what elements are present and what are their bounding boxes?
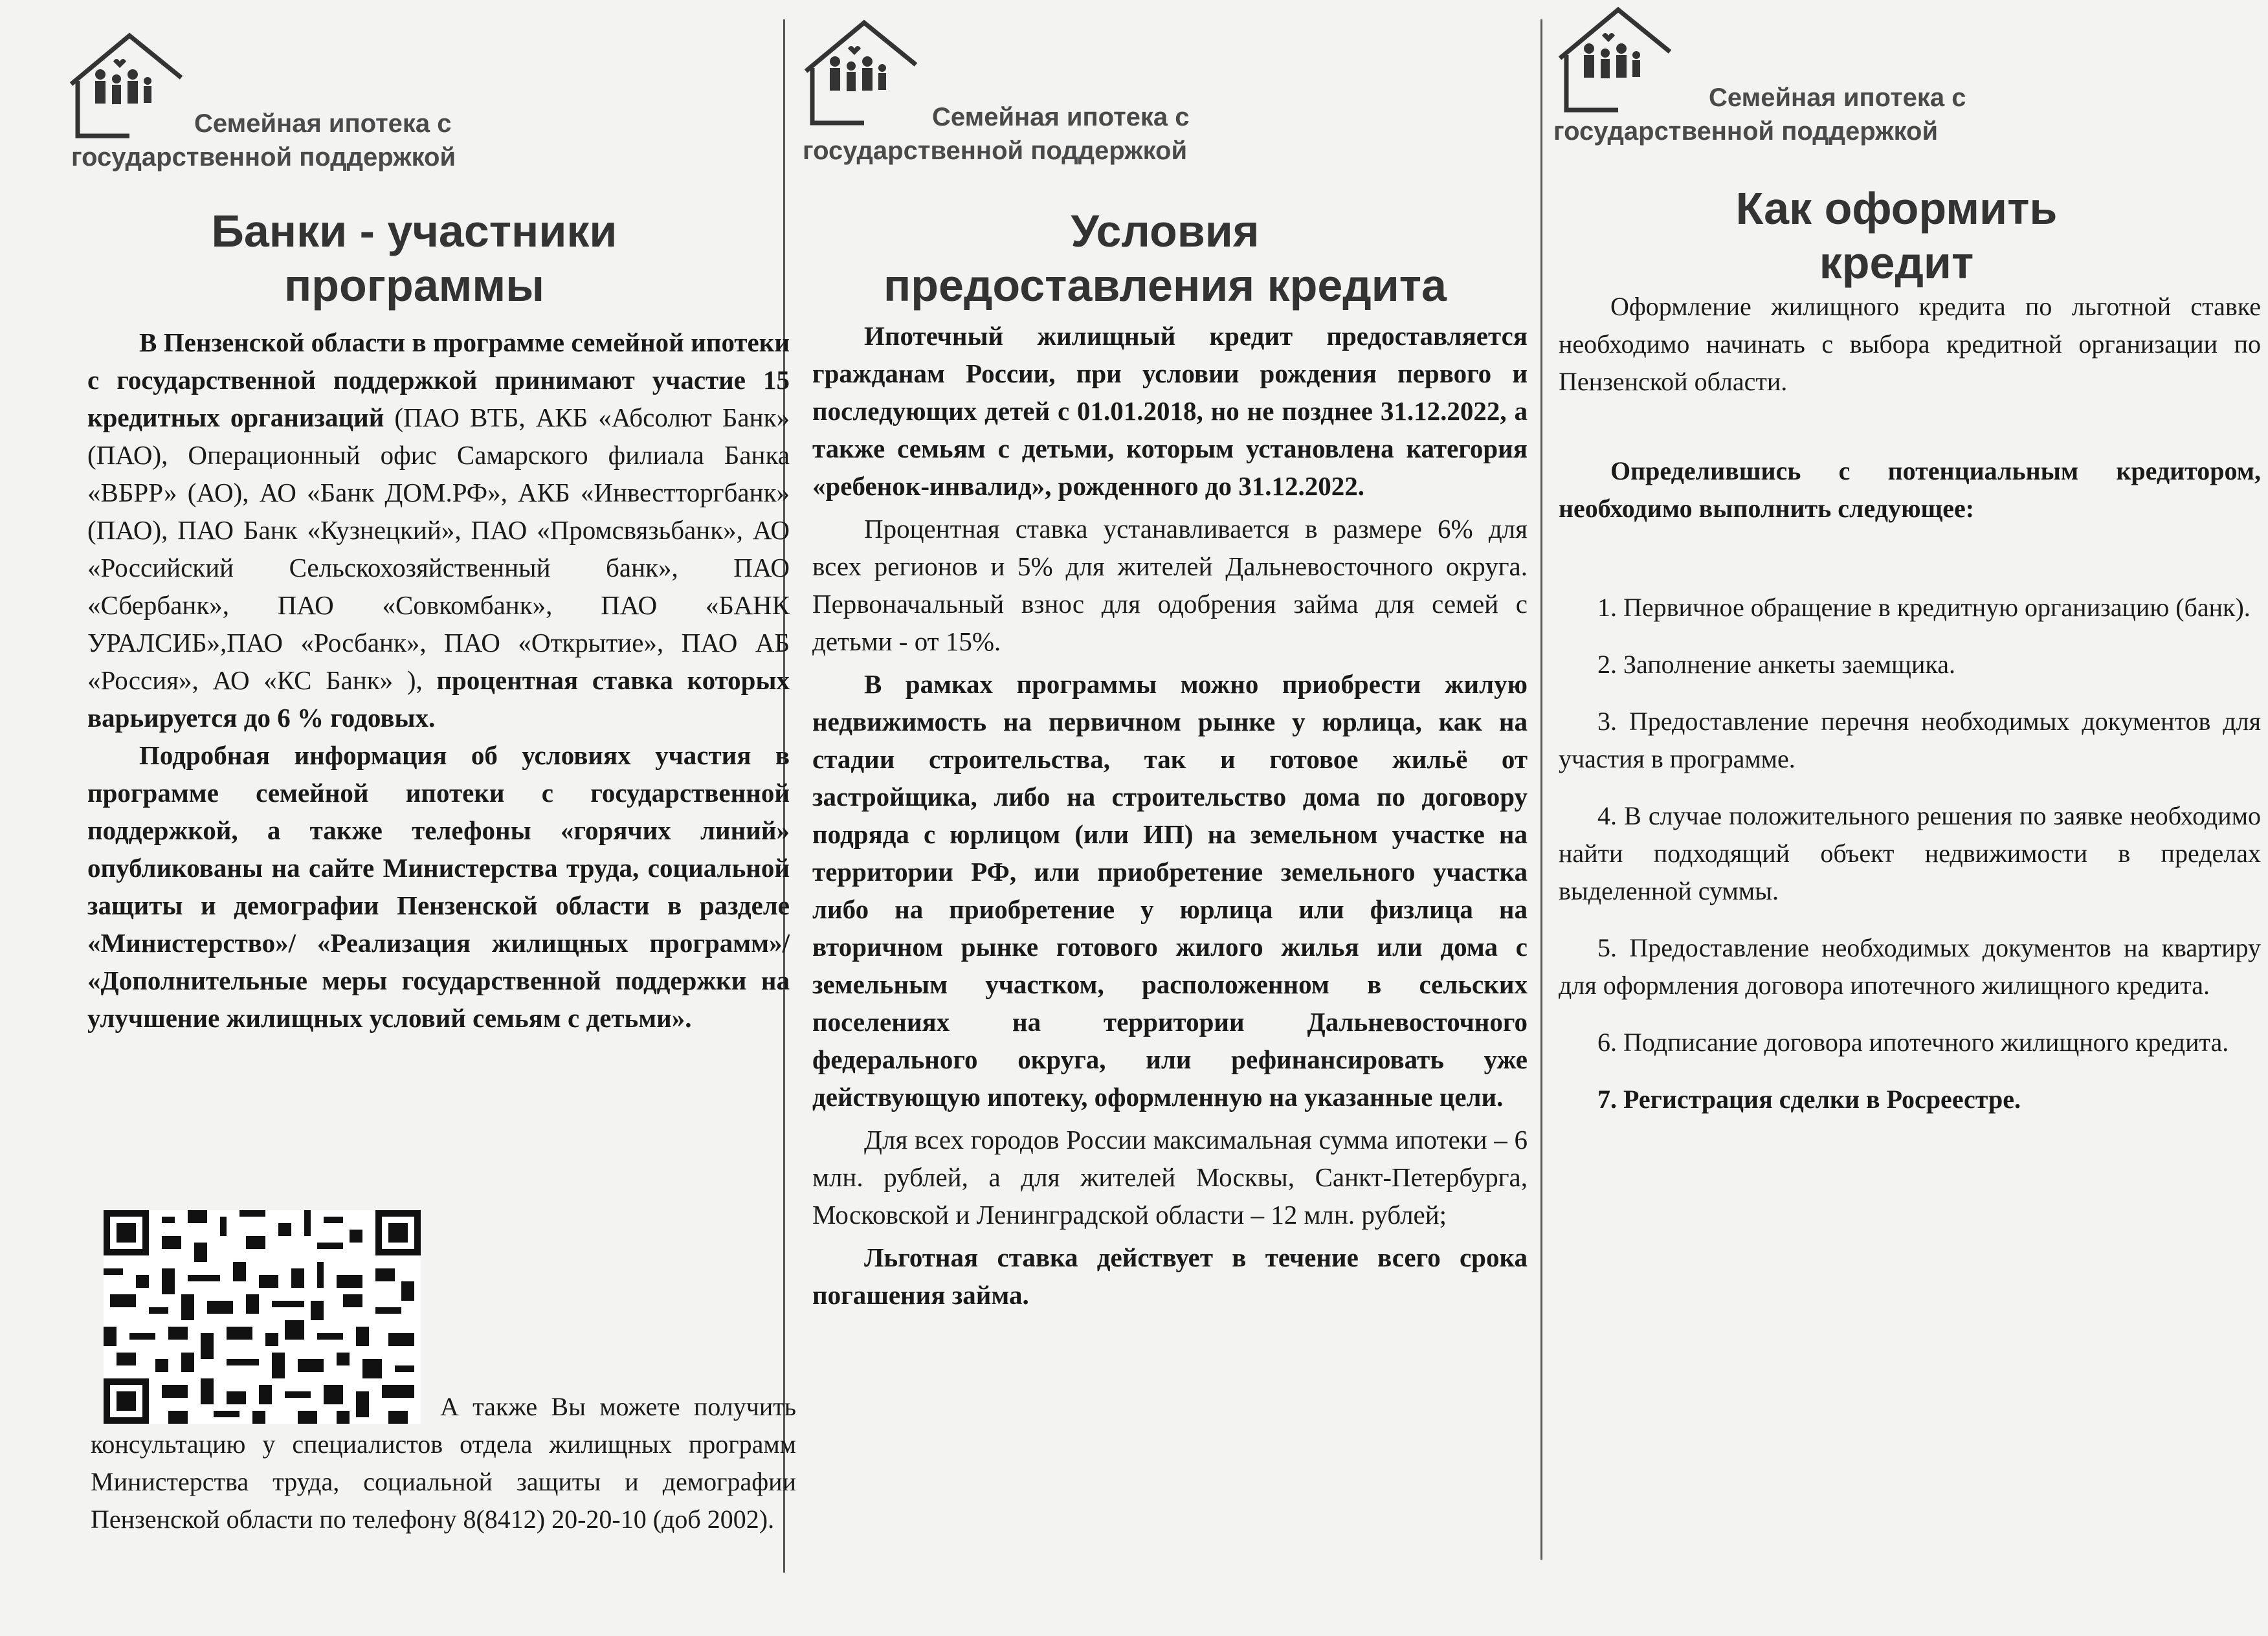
logo-caption-line1: Семейная ипотека с (194, 109, 452, 138)
title-line1: Банки - участники (211, 206, 617, 256)
banks-intro: В Пензенской области в программе семейной ипотеки с государственной поддержкой принимают участие 15 кредитных организаций (87, 327, 790, 432)
how-to-text (1559, 288, 2261, 527)
conditions-text (812, 317, 1528, 1314)
title-line1: Условия (1071, 206, 1260, 256)
title-line2: программы (284, 260, 544, 311)
paragraph-purposes: В рамках программы можно приобрести жилую недвижимость на первичном рынке у юрлица, как на стадии строительства, так и готовое жильё от застройщика, либо на строительство дома по договору подряда с юрлицом (или ИП) на земельном участке на территории РФ, или приобретение земельного участка либо на приобретение у юрлица или физлица на вторичном рынке готового жилого жилья или дома с земельным участком, расположенном в сельских поселениях на территории Дальневосточного федерального округа, или рефинансировать уже действующую ипотеку, оформленную на указанные цели. (812, 669, 1528, 1112)
title-line2: кредит (1819, 238, 1974, 288)
list-item: 3. Предоставление перечня необходимых документов для участия в программе. (1559, 707, 2261, 773)
list-item-final: 7. Регистрация сделки в Росреестре. (1597, 1085, 2021, 1114)
paragraph-consultation: А также Вы можете получить консультацию у специалистов отдела жилищных программ Министерства труда, социальной защиты и демографии Пензенской области по телефону 8(8412) 20-20-10 (доб 2002). (91, 1392, 796, 1534)
paragraph-banks (87, 324, 790, 736)
paragraph-intro: Оформление жилищного кредита по льготной ставке необходимо начинать с выбора кредитной организации по Пензенской области. (1559, 292, 2261, 396)
paragraph-max-amount: Для всех городов России максимальная сумма ипотеки – 6 млн. рублей, а для жителей Москвы, Санкт-Петербурга, Московской и Ленинградской области – 12 млн. рублей; (812, 1125, 1528, 1230)
logo-caption-line2: государственной поддержкой (1553, 117, 1939, 146)
banks-text (87, 324, 790, 1037)
title-line1: Как оформить (1735, 183, 2058, 234)
list-item: 6. Подписание договора ипотечного жилищного кредита. (1597, 1028, 2229, 1057)
logo-caption (71, 107, 524, 174)
logo-caption-line1: Семейная ипотека с (1709, 83, 1966, 112)
banks-list: (ПАО ВТБ, АКБ «Абсолют Банк» (ПАО), Операционный офис Самарского филиала Банка «ВБРР» (АО), АО «Банк ДОМ.РФ», АКБ «Инвестторгбанк» (ПАО), ПАО Банк «Кузнецкий», ПАО «Промсвязьбанк», АО «Российский Сельскохозяйственный банк», ПАО «Сбербанк», ПАО «Совкомбанк», ПАО «БАНК УРАЛСИБ»,ПАО «Росбанк», ПАО «Открытие», ПАО АБ «Россия», АО «КС Банк» ), (87, 403, 790, 695)
logo-caption-line1: Семейная ипотека с (932, 103, 1190, 131)
steps-list (1559, 589, 2261, 1138)
column-how-to-apply (1540, 0, 2268, 1636)
column-title (816, 204, 1515, 313)
logo-caption (1553, 81, 2019, 148)
column-title (91, 204, 738, 313)
list-item: 2. Заполнение анкеты заемщика. (1597, 650, 1955, 679)
list-item: 4. В случае положительного решения по заявке необходимо найти подходящий объект недвижимости в пределах выделенной суммы. (1559, 801, 2261, 905)
paragraph-rate-duration: Льготная ставка действует в течение всего срока погашения займа. (812, 1243, 1528, 1310)
banks-rate: процентная ставка которых варьируется до 6 % годовых. (87, 665, 790, 733)
logo-caption-line2: государственной поддержкой (803, 137, 1188, 165)
column-title (1638, 181, 2155, 290)
consultation-text (91, 1388, 796, 1538)
logo-caption-line2: государственной поддержкой (71, 143, 456, 171)
column-banks (0, 0, 796, 1636)
list-item: 5. Предоставление необходимых документов на квартиру для оформления договора ипотечного жилищного кредита. (1559, 933, 2261, 1000)
paragraph-info: Подробная информация об условиях участия в программе семейной ипотеки с государственной поддержкой, а также телефоны «горячих линий» опубликованы на сайте Министерства труда, социальной защиты и демографии Пензенской области в разделе «Министерство»/ «Реализация жилищных программ»/ «Дополнительные меры государственной поддержки на улучшение жилищных условий семьям с детьми». (87, 740, 790, 1033)
column-conditions (783, 0, 1547, 1636)
paragraph-eligibility: Ипотечный жилищный кредит предоставляется гражданам России, при условии рождения первого и последующих детей с 01.01.2018, но не позднее 31.12.2022, а также семьям с детьми, которым установлена категория «ребенок-инвалид», рожденного до 31.12.2022. (812, 321, 1528, 501)
paragraph-lead: Определившись с потенциальным кредитором, необходимо выполнить следующее: (1559, 456, 2261, 523)
title-line2: предоставления кредита (884, 260, 1447, 311)
paragraph-rate: Процентная ставка устанавливается в размере 6% для всех регионов и 5% для жителей Дальневосточного округа. Первоначальный взнос для одобрения займа для семей с детьми - от 15%. (812, 514, 1528, 656)
list-item: 1. Первичное обращение в кредитную организацию (банк). (1597, 593, 2251, 622)
logo-caption (803, 100, 1269, 168)
